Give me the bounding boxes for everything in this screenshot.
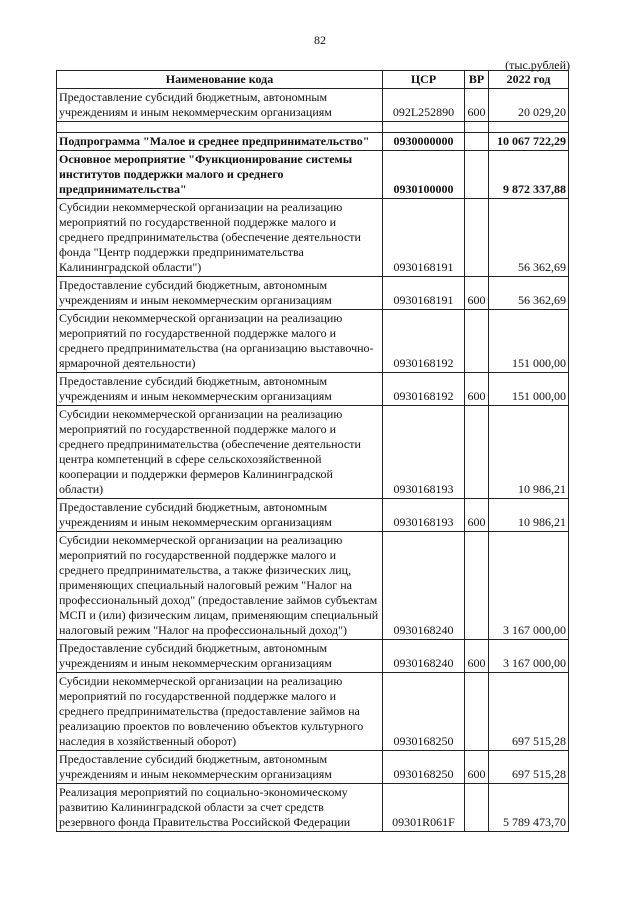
vr-cell: 600	[465, 373, 489, 406]
sum-cell	[489, 122, 569, 133]
csr-cell: 0930168191	[383, 199, 465, 277]
table-row	[57, 373, 569, 406]
name-cell: Подпрограмма "Малое и среднее предпринимательство"	[57, 133, 383, 151]
sum-cell: 10 986,21	[489, 406, 569, 499]
csr-cell	[383, 122, 465, 133]
table-row	[57, 673, 569, 751]
sum-cell: 20 029,20	[489, 89, 569, 122]
vr-cell	[465, 406, 489, 499]
name-cell: Реализация мероприятий по социально-экономическому развитию Калининградской области за счет средств резервного фонда Правительства Российской Федерации	[57, 784, 383, 832]
vr-cell	[465, 151, 489, 199]
table-row	[57, 784, 569, 832]
name-cell: Предоставление субсидий бюджетным, автономным учреждениям и иным некоммерческим организациям	[57, 89, 383, 122]
name-cell: Основное мероприятие "Функционирование системы институтов поддержки малого и среднего предпринимательства"	[57, 151, 383, 199]
name-cell	[57, 122, 383, 133]
sum-cell: 10 986,21	[489, 499, 569, 532]
vr-cell: 600	[465, 640, 489, 673]
csr-cell: 0930168250	[383, 673, 465, 751]
csr-cell: 0930000000	[383, 133, 465, 151]
table-row	[57, 640, 569, 673]
csr-cell: 0930168191	[383, 277, 465, 310]
table-row	[57, 199, 569, 277]
vr-cell	[465, 199, 489, 277]
sum-cell: 3 167 000,00	[489, 532, 569, 640]
vr-cell	[465, 532, 489, 640]
name-cell: Субсидии некоммерческой организации на реализацию мероприятий по государственной поддержке малого и среднего предпринимательства (обеспечение деятельности фонда "Центр поддержки предпринимательства Калининградской области")	[57, 199, 383, 277]
sum-cell: 151 000,00	[489, 373, 569, 406]
name-cell: Субсидии некоммерческой организации на реализацию мероприятий по государственной поддержке малого и среднего предпринимательства (обеспечение деятельности центра компетенций в сфере сельскохозяйственной кооперации и поддержки фермеров Калининградской области)	[57, 406, 383, 499]
header-csr: ЦСР	[383, 71, 465, 89]
sum-cell: 697 515,28	[489, 673, 569, 751]
table-row	[57, 532, 569, 640]
name-cell: Предоставление субсидий бюджетным, автономным учреждениям и иным некоммерческим организациям	[57, 373, 383, 406]
table-row	[57, 277, 569, 310]
csr-cell: 0930100000	[383, 151, 465, 199]
sum-cell: 56 362,69	[489, 199, 569, 277]
sum-cell: 3 167 000,00	[489, 640, 569, 673]
table-header-row	[57, 71, 569, 89]
table-row	[57, 499, 569, 532]
name-cell: Субсидии некоммерческой организации на реализацию мероприятий по государственной поддержке малого и среднего предпринимательства, а также физических лиц, применяющих специальный налоговый режим "Налог на профессиональный доход" (предоставление займов субъектам МСП и (или) физическим лицам, применяющим специальный налоговый режим "Налог на профессиональный доход")	[57, 532, 383, 640]
spacer-row	[57, 122, 569, 133]
header-sum: 2022 год	[489, 71, 569, 89]
table-row	[57, 89, 569, 122]
name-cell: Предоставление субсидий бюджетным, автономным учреждениям и иным некоммерческим организациям	[57, 640, 383, 673]
table-body	[57, 89, 569, 832]
vr-cell	[465, 673, 489, 751]
sum-cell: 151 000,00	[489, 310, 569, 373]
vr-cell: 600	[465, 89, 489, 122]
sum-cell: 5 789 473,70	[489, 784, 569, 832]
vr-cell: 600	[465, 499, 489, 532]
vr-cell	[465, 310, 489, 373]
csr-cell: 0930168250	[383, 751, 465, 784]
sum-cell: 9 872 337,88	[489, 151, 569, 199]
name-cell: Предоставление субсидий бюджетным, автономным учреждениям и иным некоммерческим организациям	[57, 499, 383, 532]
page-number: 82	[314, 33, 326, 47]
vr-cell	[465, 122, 489, 133]
header-name: Наименование кода	[57, 71, 383, 89]
table-row	[57, 406, 569, 499]
vr-cell	[465, 784, 489, 832]
name-cell: Предоставление субсидий бюджетным, автономным учреждениям и иным некоммерческим организациям	[57, 751, 383, 784]
csr-cell: 0930168240	[383, 640, 465, 673]
table-row	[57, 751, 569, 784]
budget-table	[56, 70, 569, 832]
vr-cell	[465, 133, 489, 151]
vr-cell: 600	[465, 277, 489, 310]
table-row	[57, 151, 569, 199]
vr-cell: 600	[465, 751, 489, 784]
sum-cell: 697 515,28	[489, 751, 569, 784]
name-cell: Предоставление субсидий бюджетным, автономным учреждениям и иным некоммерческим организациям	[57, 277, 383, 310]
units-label: (тыс.рублей)	[505, 58, 570, 72]
header-vr: ВР	[465, 71, 489, 89]
csr-cell: 092L252890	[383, 89, 465, 122]
csr-cell: 0930168192	[383, 373, 465, 406]
csr-cell: 0930168192	[383, 310, 465, 373]
table-row	[57, 133, 569, 151]
sum-cell: 56 362,69	[489, 277, 569, 310]
csr-cell: 0930168240	[383, 532, 465, 640]
name-cell: Субсидии некоммерческой организации на реализацию мероприятий по государственной поддержке малого и среднего предпринимательства (предоставление займов на реализацию проектов по вовлечению объектов культурного наследия в хозяйственный оборот)	[57, 673, 383, 751]
csr-cell: 0930168193	[383, 406, 465, 499]
name-cell: Субсидии некоммерческой организации на реализацию мероприятий по государственной поддержке малого и среднего предпринимательства (на организацию выставочно-ярмарочной деятельности)	[57, 310, 383, 373]
csr-cell: 0930168193	[383, 499, 465, 532]
csr-cell: 09301R061F	[383, 784, 465, 832]
sum-cell: 10 067 722,29	[489, 133, 569, 151]
table-row	[57, 310, 569, 373]
